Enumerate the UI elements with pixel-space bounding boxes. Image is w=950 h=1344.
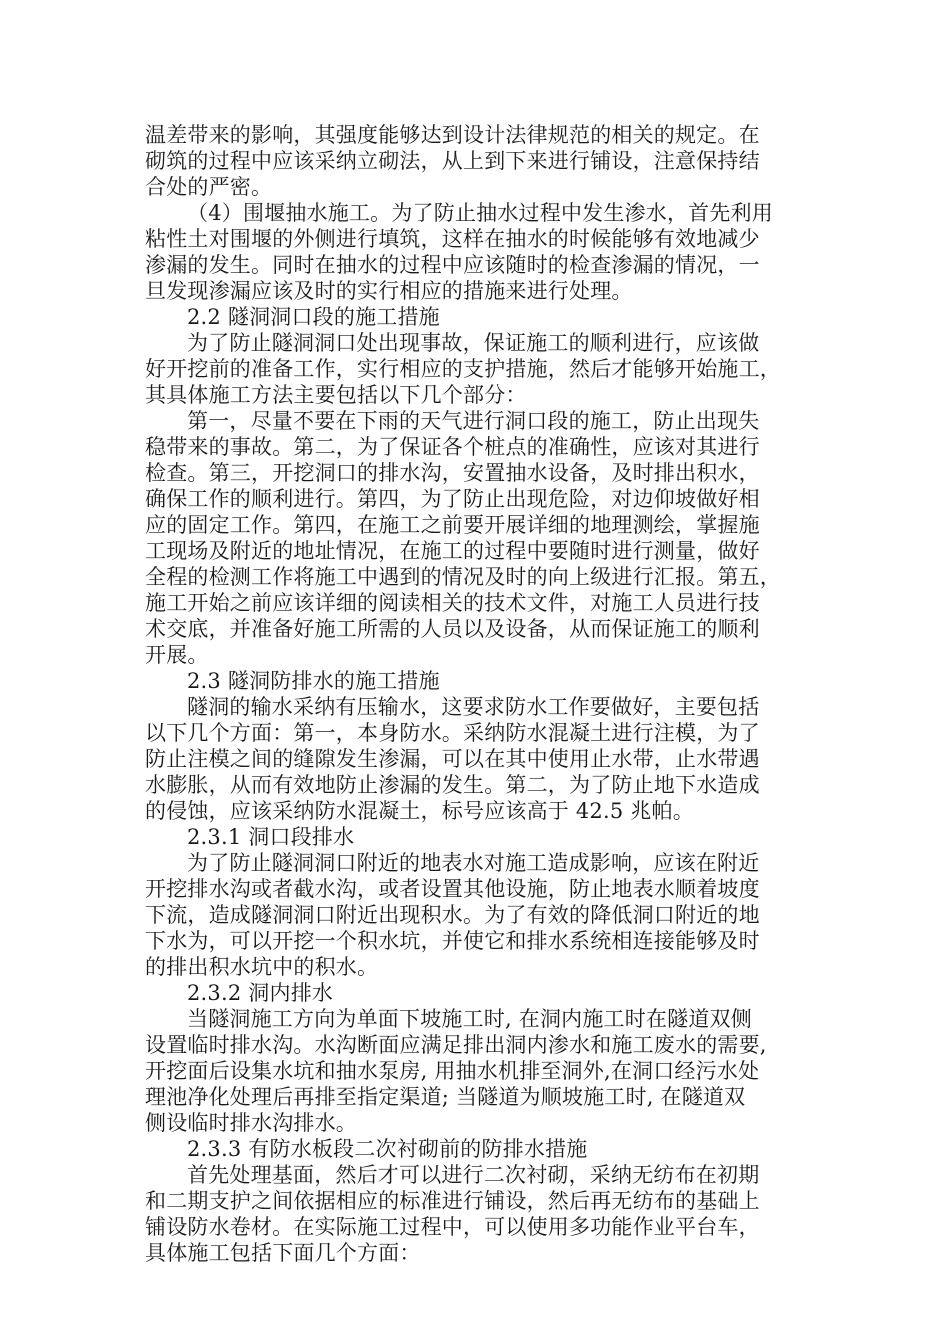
text-line: 其具体施工方法主要包括以下几个部分： <box>145 383 527 407</box>
text-line: 为了防止隧洞洞口附近的地表水对施工造成影响，应该在附近 <box>187 851 760 875</box>
text-line: 合处的严密。 <box>145 175 273 199</box>
text-line: 隧洞的输水采纳有压输水，这要求防水工作要做好，主要包括 <box>187 695 760 719</box>
text-line: 旦发现渗漏应该及时的实行相应的措施来进行处理。 <box>145 279 633 303</box>
text-line: 第一，尽量不要在下雨的天气进行洞口段的施工，防止出现失 <box>187 409 760 433</box>
text-line: 铺设防水卷材。在实际施工过程中，可以使用多功能作业平台车， <box>145 1215 760 1239</box>
text-line: 下流，造成隧洞洞口附近出现积水。为了有效的降低洞口附近的地 <box>145 903 760 927</box>
text-line: 工现场及附近的地址情况，在施工的过程中要随时进行测量，做好 <box>145 539 760 563</box>
text-line: 侧设临时排水沟排水。 <box>145 1111 357 1135</box>
text-line: 2.3.3 有防水板段二次衬砌前的防排水措施 <box>187 1137 588 1161</box>
text-line: 开挖面后设集水坑和抽水泵房, 用抽水机排至洞外,在洞口经污水处 <box>145 1059 760 1083</box>
text-line: 粘性土对围堰的外侧进行填筑，这样在抽水的时候能够有效地减少 <box>145 227 760 251</box>
text-line: 下水为，可以开挖一个积水坑，并使它和排水系统相连接能够及时 <box>145 929 760 953</box>
text-line: 检查。第三，开挖洞口的排水沟，安置抽水设备，及时排出积水， <box>145 461 760 485</box>
text-line: 具体施工包括下面几个方面： <box>145 1241 421 1265</box>
text-line: 开挖排水沟或者截水沟，或者设置其他设施，防止地表水顺着坡度 <box>145 877 760 901</box>
text-line: 为了防止隧洞洞口处出现事故，保证施工的顺利进行，应该做 <box>187 331 760 355</box>
text-line: 2.3.1 洞口段排水 <box>187 825 355 849</box>
text-line: 好开挖前的准备工作，实行相应的支护措施，然后才能够开始施工， <box>145 357 781 381</box>
text-line: 2.3.2 洞内排水 <box>187 981 334 1005</box>
text-line: 水膨胀，从而有效地防止渗漏的发生。第二，为了防止地下水造成 <box>145 773 760 797</box>
text-line: 2.3 隧洞防排水的施工措施 <box>187 669 440 693</box>
text-line: 理池净化处理后再排至指定渠道; 当隧道为顺坡施工时, 在隧道双 <box>145 1085 746 1109</box>
text-line: 全程的检测工作将施工中遇到的情况及时的向上级进行汇报。第五， <box>145 565 781 589</box>
text-line: 和二期支护之间依据相应的标准进行铺设，然后再无纺布的基础上 <box>145 1189 760 1213</box>
text-line: （4）围堰抽水施工。为了防止抽水过程中发生渗水，首先利用 <box>187 201 773 225</box>
text-line: 设置临时排水沟。水沟断面应满足排出洞内渗水和施工废水的需要, <box>145 1033 767 1057</box>
text-line: 应的固定工作。第四，在施工之前要开展详细的地理测绘，掌握施 <box>145 513 760 537</box>
text-line: 的排出积水坑中的积水。 <box>145 955 379 979</box>
text-line: 防止注模之间的缝隙发生渗漏，可以在其中使用止水带，止水带遇 <box>145 747 760 771</box>
text-line: 渗漏的发生。同时在抽水的过程中应该随时的检查渗漏的情况，一 <box>145 253 760 277</box>
text-line: 温差带来的影响，其强度能够达到设计法律规范的相关的规定。在 <box>145 123 760 147</box>
text-line: 施工开始之前应该详细的阅读相关的技术文件，对施工人员进行技 <box>145 591 760 615</box>
document-body <box>145 122 805 1266</box>
text-line: 2.2 隧洞洞口段的施工措施 <box>187 305 440 329</box>
text-line: 的侵蚀，应该采纳防水混凝土，标号应该高于 42.5 兆帕。 <box>145 799 694 823</box>
text-line: 确保工作的顺利进行。第四，为了防止出现危险，对边仰坡做好相 <box>145 487 760 511</box>
text-line: 稳带来的事故。第二，为了保证各个桩点的准确性，应该对其进行 <box>145 435 760 459</box>
text-line: 首先处理基面，然后才可以进行二次衬砌，采纳无纺布在初期 <box>187 1163 760 1187</box>
text-line: 当隧洞施工方向为单面下坡施工时, 在洞内施工时在隧道双侧 <box>187 1007 752 1031</box>
text-line: 开展。 <box>145 643 209 667</box>
text-line: 以下几个方面：第一，本身防水。采纳防水混凝土进行注模，为了 <box>145 721 760 745</box>
text-line: 砌筑的过程中应该采纳立砌法，从上到下来进行铺设，注意保持结 <box>145 149 760 173</box>
text-line: 术交底，并准备好施工所需的人员以及设备，从而保证施工的顺利 <box>145 617 760 641</box>
